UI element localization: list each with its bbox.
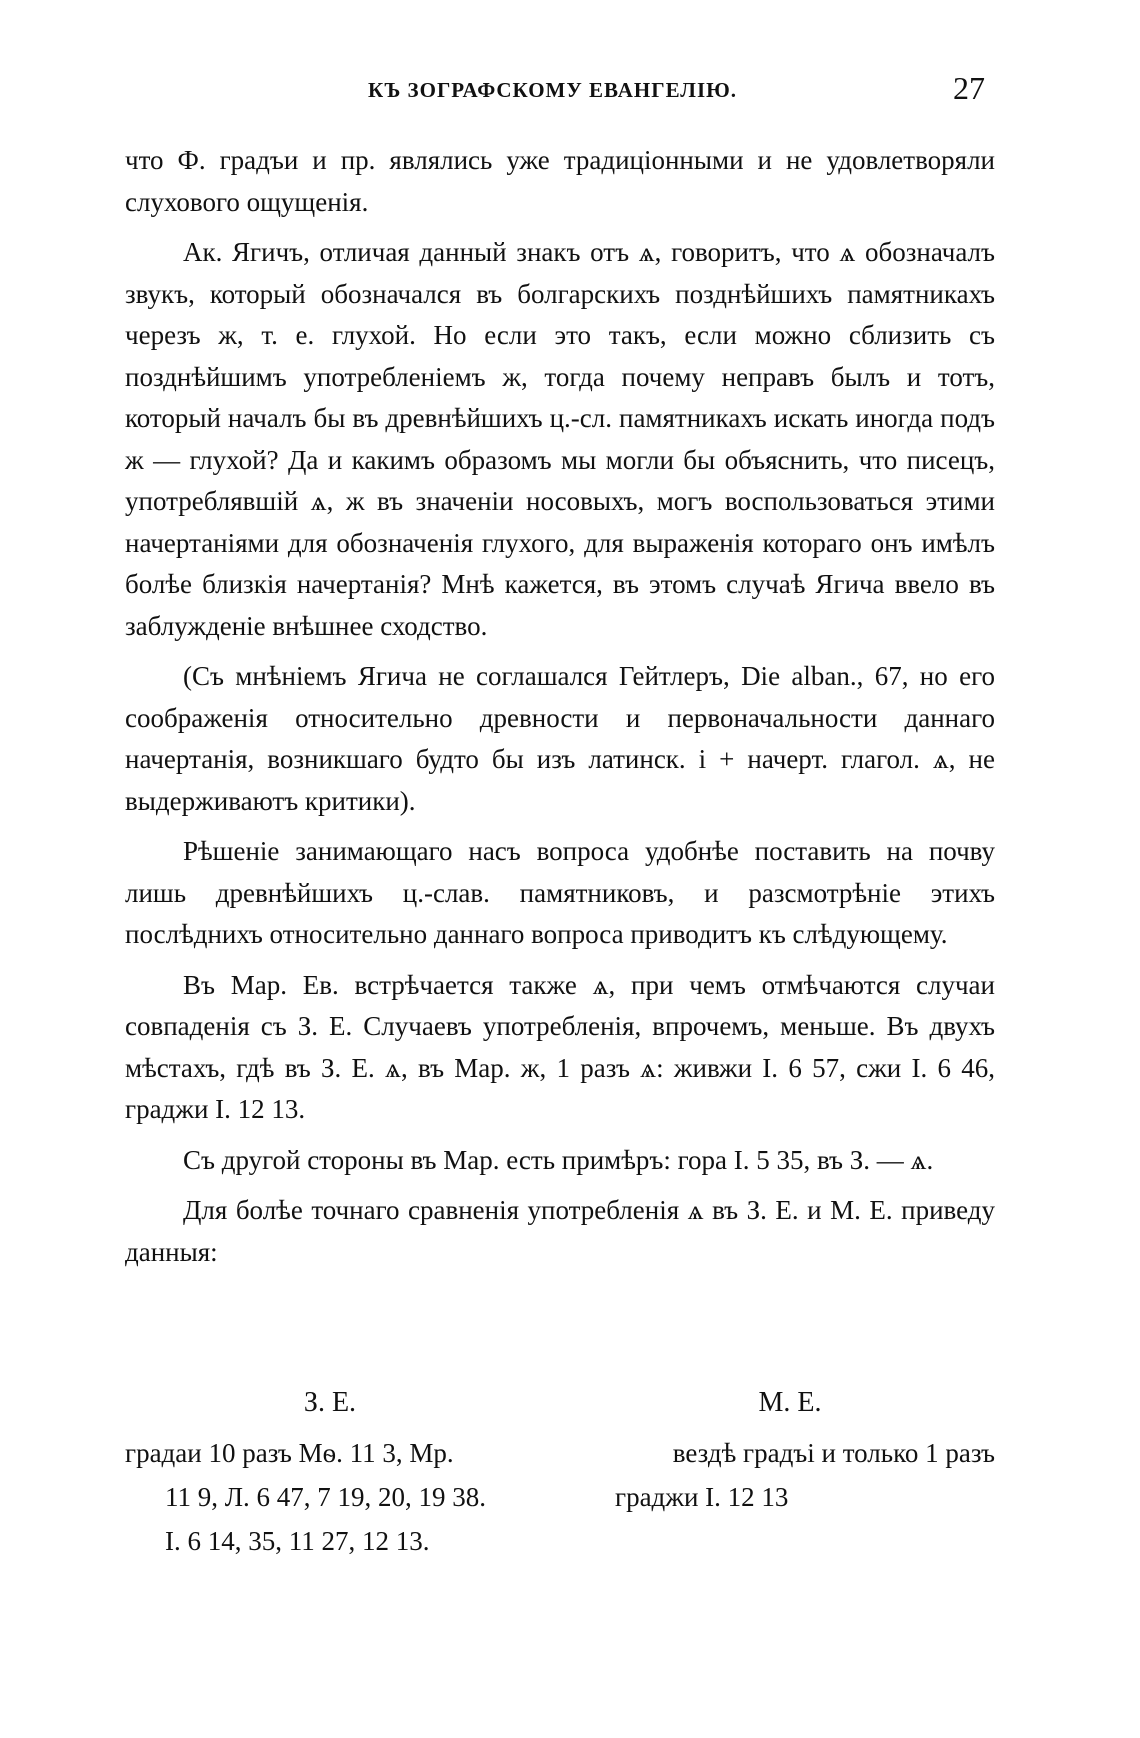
page-header bbox=[125, 70, 985, 106]
paragraph: (Съ мнѣніемъ Ягича не соглашался Гейтлеръ, Die alban., 67, но его соображенія относительно древности и первоначальности даннаго начертанія, возникшаго будто бы изъ латинск. і + начерт. глагол. ѧ, не выдерживаютъ критики). bbox=[125, 661, 995, 816]
paragraph: Для болѣе точнаго сравненія употребленія ѧ въ З. Е. и М. Е. приведу данныя: bbox=[125, 1195, 995, 1267]
left-column-line: градаи 10 разъ Мѳ. 11 3, Мр. bbox=[125, 1438, 454, 1468]
right-column-line: вездѣ градъі и только 1 разъ bbox=[672, 1438, 995, 1468]
left-column-heading: З. Е. bbox=[303, 1387, 357, 1418]
left-column-line: 11 9, Л. 6 47, 7 19, 20, 19 38. bbox=[165, 1482, 487, 1512]
body-text bbox=[125, 140, 995, 1282]
paragraph: Въ Мар. Ев. встрѣчается также ѧ, при чемъ отмѣчаются случаи совпаденія съ З. Е. Случаевъ употребленія, впрочемъ, меньше. Въ двухъ мѣстахъ, гдѣ въ З. Е. ѧ, въ Мар. ж, 1 разъ ѧ: живжи І. 6 57, сжи І. 6 46, граджи І. 12 13. bbox=[125, 969, 995, 1124]
column-headings bbox=[125, 1375, 995, 1431]
column-bodies bbox=[125, 1431, 995, 1563]
right-column bbox=[575, 1431, 995, 1563]
page-number: 27 bbox=[953, 70, 985, 106]
left-column bbox=[125, 1431, 575, 1563]
left-column-line: І. 6 14, 35, 11 27, 12 13. bbox=[165, 1526, 430, 1556]
paragraph: Рѣшеніе занимающаго насъ вопроса удобнѣе поставить на почву лишь древнѣйшихъ ц.-слав. памятниковъ, и разсмотрѣніе этихъ послѣднихъ относительно даннаго вопроса приводитъ къ слѣдующему. bbox=[125, 836, 995, 949]
paragraph: что Ф. градъи и пр. являлись уже традиціонными и не удовлетворяли слухового ощущенія. bbox=[125, 145, 995, 217]
paragraph: Съ другой стороны въ Мар. есть примѣръ: гора І. 5 35, въ З. — ѧ. bbox=[183, 1144, 934, 1175]
running-head: КЪ ЗОГРАФСКОМУ ЕВАНГЕЛІЮ. bbox=[367, 78, 738, 102]
right-column-heading: М. Е. bbox=[758, 1387, 822, 1418]
paragraph: Ак. Ягичъ, отличая данный знакъ отъ ѧ, говоритъ, что ѧ обозначалъ звукъ, который обозначался въ болгарскихъ позднѣйшихъ памятникахъ черезъ ж, т. е. глухой. Но если это такъ, если можно сблизить съ позднѣйшимъ употребленіемъ ж, тогда почему неправъ былъ и тотъ, который началъ бы въ древнѣйшихъ ц.-сл. памятникахъ искать иногда подъ ж — глухой? Да и какимъ образомъ мы могли бы объяснить, что писецъ, употреблявшій ѧ, ж въ значеніи носовыхъ, могъ воспользоваться этими начертаніями для обозначенія глухого, для выраженія котораго онъ имѣлъ болѣе близкія начертанія? Мнѣ кажется, въ этомъ случаѣ Ягича ввело въ заблужденіе внѣшнее сходство. bbox=[125, 237, 995, 641]
comparison-columns bbox=[125, 1375, 995, 1563]
right-column-line: граджи І. 12 13 bbox=[615, 1482, 789, 1512]
